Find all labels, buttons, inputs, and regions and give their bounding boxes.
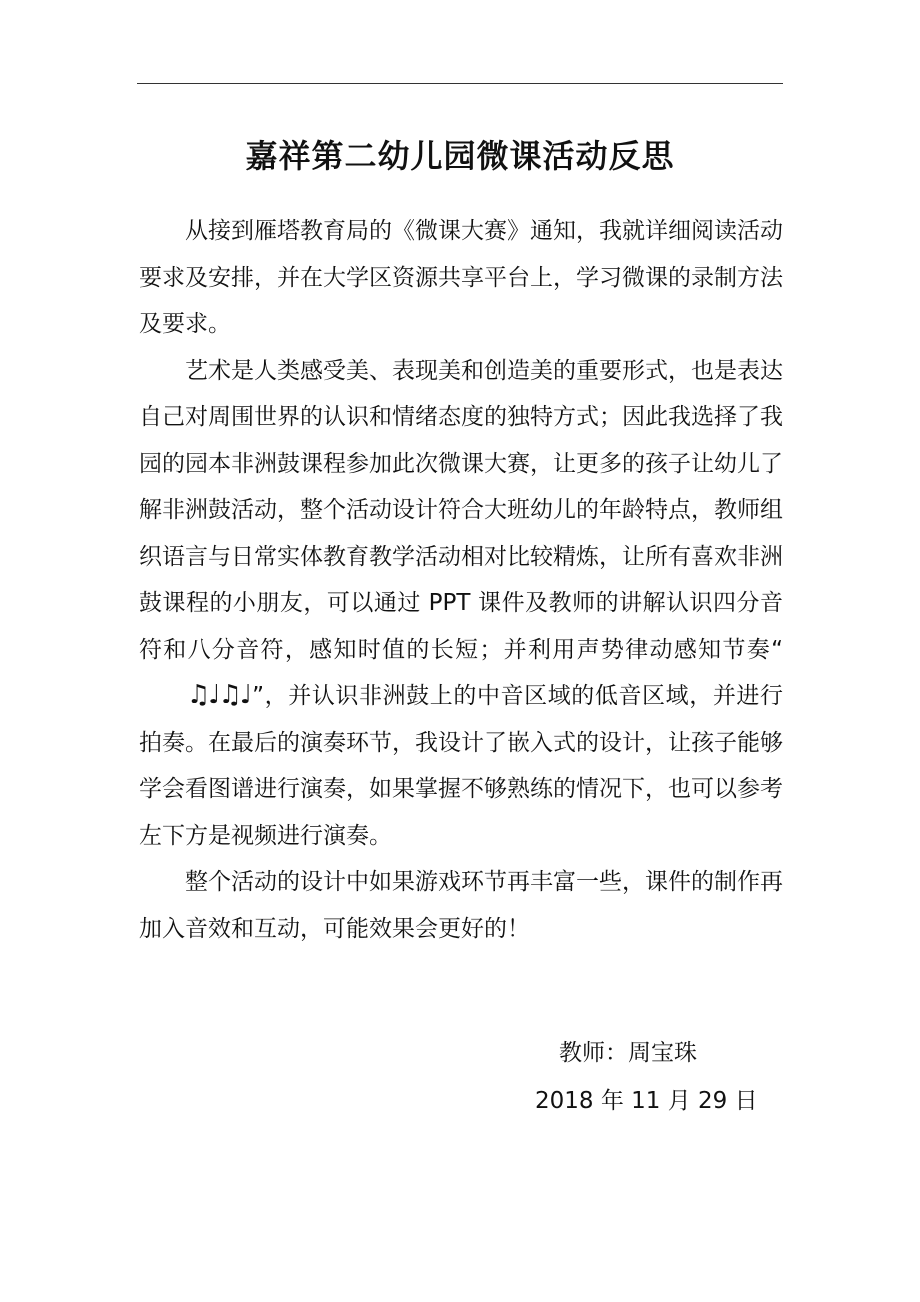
document-date: 2018 年 11 月 29 日 [535, 1088, 758, 1114]
teacher-signature: 教师：周宝珠 [559, 1040, 697, 1066]
paragraph-1: 从接到雁塔教育局的《微课大赛》通知，我就详细阅读活动要求及安排，并在大学区资源共享平台上，学习微课的录制方法及要求。 [139, 218, 783, 337]
paragraph-2-text-start: 艺术是人类感受美、表现美和创造美的重要形式，也是表达自己对周围世界的认识和情绪态度的独特方式；因此我选择了我园的园本非洲鼓课程参加此次微课大赛，让更多的孩子让幼儿了解非洲鼓活动，整个活动设计符合大班幼儿的年龄特点，教师组织语言与日常实体教育教学活动相对比较精炼，让所有喜欢非洲鼓课程的小朋友，可以通过 PPT 课件及教师的讲解认识四分音符和八分音符，感知时值的长短；并利用声势律动感知节奏“ [139, 357, 783, 663]
paragraph-2 [139, 348, 783, 860]
paragraph-2-text-end: ”，并认识非洲鼓上的中音区域的低音区域，并进行拍奏。在最后的演奏环节，我设计了嵌入式的设计，让孩子能够学会看图谱进行演奏，如果掌握不够熟练的情况下，也可以参考左下方是视频进行演奏。 [139, 683, 783, 849]
header-rule [137, 83, 783, 84]
rhythm-notes-icon: ♫♩♫♩ [187, 680, 251, 710]
paragraph-3: 整个活动的设计中如果游戏环节再丰富一些，课件的制作再加入音效和互动，可能效果会更好的！ [139, 869, 783, 942]
document-body [139, 208, 783, 952]
document-title: 嘉祥第二幼儿园微课活动反思 [245, 137, 675, 176]
